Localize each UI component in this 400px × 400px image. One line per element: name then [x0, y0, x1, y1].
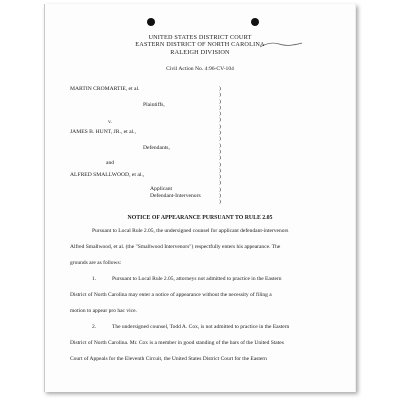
defendant-name: JAMES B. HUNT, JR., et al., [70, 129, 136, 135]
paragraph-2-line-2: District of North Carolina. Mr. Cox is a member in good standing of the bars of the United States [70, 340, 284, 346]
hole-punch-right [251, 18, 259, 26]
document-page [44, 4, 356, 392]
court-division: RALEIGH DIVISION [170, 48, 230, 56]
intervenor-name: ALFRED SMALLWOOD, et al., [70, 172, 145, 178]
court-district: EASTERN DISTRICT OF NORTH CAROLINA [135, 41, 265, 49]
paragraph-2-line-1: The undersigned counsel, Todd A. Cox, is not admitted to practice in the Eastern [112, 324, 290, 330]
intro-line-3: grounds are as follows: [70, 260, 122, 266]
paragraph-2-line-3: Court of Appeals for the Eleventh Circuit, the United States District Court for the Eastern [70, 356, 267, 362]
court-heading [45, 34, 355, 56]
intro-line-2: Alfred Smallwood, et al. (the "Smallwood Intervenors") respectfully enters his appearance. The [70, 244, 281, 250]
paragraph-1-line-1: Pursuant to Local Rule 2.05, attorneys not admitted to practice in the Eastern [112, 276, 282, 282]
plaintiff-name: MARTIN CROMARTIE, et al. [70, 86, 140, 92]
case-caption [70, 86, 340, 204]
intro-line-1: Pursuant to Local Rule 2.05, the undersigned counsel for applicant defendant-intervenors [92, 228, 289, 234]
plaintiff-role: Plaintiffs, [143, 102, 165, 108]
intervenor-role-line2: Defendant-Intervenors [150, 193, 201, 199]
paragraph-1-line-3: motion to appear pro hac vice. [70, 308, 137, 314]
and-label: and [106, 160, 115, 166]
defendant-role: Defendants, [143, 145, 170, 151]
paragraph-2-number: 2. [92, 324, 97, 330]
caption-parentheses: ) ) ) ) ) ) ) ) ) ) ) ) ) ) ) ) ) ) ) [219, 86, 221, 206]
versus-label: v. [108, 119, 112, 125]
hole-punch-left [147, 18, 155, 26]
civil-action-number: Civil Action No. 4:96-CV-104 [166, 66, 234, 72]
paragraph-1-line-2: District of North Carolina may enter a notice of appearance without the necessity of filing a [70, 292, 272, 298]
paragraph-1-number: 1. [92, 276, 97, 282]
intervenor-role-line1: Applicant [150, 186, 173, 192]
court-name: UNITED STATES DISTRICT COURT [148, 34, 252, 41]
document-title: NOTICE OF APPEARANCE PURSUANT TO RULE 2.05 [127, 215, 273, 221]
